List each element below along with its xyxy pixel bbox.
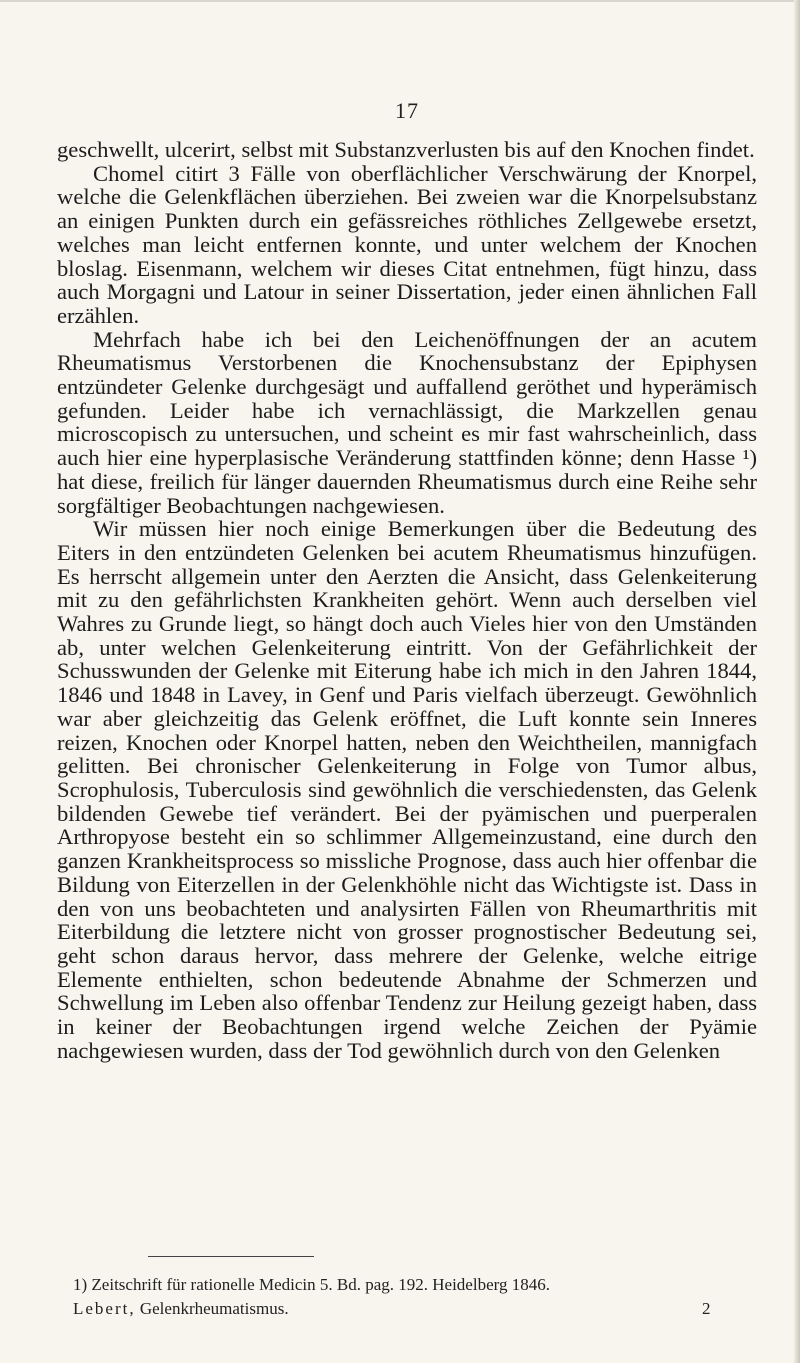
page-top-edge (0, 0, 800, 2)
signature-mark: 2 (702, 1299, 711, 1318)
page-right-edge (794, 0, 800, 1363)
footnote (73, 1273, 733, 1321)
footer-title: Gelenkrheumatismus. (139, 1299, 289, 1318)
footer-author: Lebert, (73, 1299, 136, 1318)
page-number: 17 (395, 98, 419, 123)
footnote-rule (148, 1256, 314, 1257)
footnote-citation: 1) Zeitschrift für rationelle Medicin 5. Bd. pag. 192. Heidelberg 1846. (73, 1275, 550, 1294)
body-text (57, 138, 757, 1062)
paragraph: Mehrfach habe ich bei den Leichenöffnungen der an acutem Rheumatismus Verstorbenen die Knochensubstanz der Epiphysen entzündeter Gelenke durchgesägt und auffallend geröthet und hyperämisch gefunden. Leider habe ich vernachlässigt, die Markzellen genau microscopisch zu untersuchen, und scheint es mir fast wahrscheinlich, dass auch hier eine hyperplasische Veränderung stattfinden könne; denn Hasse ¹) hat diese, freilich für länger dauernden Rheumatismus durch eine Reihe sehr sorgfältiger Beobachtungen nachgewiesen. (57, 326, 757, 518)
paragraph: geschwellt, ulcerirt, selbst mit Substanzverlusten bis auf den Knochen findet. (57, 137, 755, 162)
paragraph: Wir müssen hier noch einige Bemerkungen über die Bedeutung des Eiters in den entzündeten Gelenken bei acutem Rheumatismus hinzufügen. Es herrscht allgemein unter den Aerzten die Ansicht, dass Gelenkeiterung mit zu den gefährlichsten Krankheiten gehört. Wenn auch derselben viel Wahres zu Grunde liegt, so hängt doch auch Vieles hier von den Umständen ab, unter welchen Gelenkeiterung eintritt. Von der Gefährlichkeit der Schusswunden der Gelenke mit Eiterung habe ich mich in den Jahren 1844, 1846 und 1848 in Lavey, in Genf und Paris vielfach überzeugt. Gewöhnlich war aber gleichzeitig das Gelenk eröffnet, die Luft konnte sein Inneres reizen, Knochen oder Knorpel hatten, neben den Weichtheilen, mannigfach gelitten. Bei chronischer Gelenkeiterung in Folge von Tumor albus, Scrophulosis, Tuberculosis sind gewöhnlich die verschiedensten, das Gelenk bildenden Gewebe tief verändert. Bei der pyämischen und puerperalen Arthropyose besteht ein so schlimmer Allgemeinzustand, eine durch den ganzen Krankheitsprocess so missliche Prognose, dass auch hier offenbar die Bildung von Eiterzellen in der Gelenkhöhle nicht das Wichtigste ist. Dass in den von uns beobachteten und analysirten Fällen von Rheumarthritis mit Eiterbildung die letztere nicht von grosser prognostischer Bedeutung sei, geht schon daraus hervor, dass mehrere der Gelenke, welche eitrige Elemente enthielten, schon bedeutende Abnahme der Schmerzen und Schwellung im Leben also offenbar Tendenz zur Heilung gezeigt haben, dass in keiner der Beobachtungen irgend welche Zeichen der Pyämie nachgewiesen wurden, dass der Tod gewöhnlich durch von den Gelenken (57, 516, 757, 1063)
paragraph: Chomel citirt 3 Fälle von oberflächlicher Verschwärung der Knorpel, welche die Gelenkflächen überziehen. Bei zweien war die Knorpelsubstanz an einigen Punkten durch ein gefässreiches röthliches Zellgewebe ersetzt, welches man leicht entfernen konnte, und unter welchem der Knochen bloslag. Eisenmann, welchem wir dieses Citat entnehmen, fügt hinzu, dass auch Morgagni und Latour in seiner Dissertation, jeder einen ähnlichen Fall erzählen. (57, 160, 757, 328)
running-footer (73, 1297, 733, 1321)
